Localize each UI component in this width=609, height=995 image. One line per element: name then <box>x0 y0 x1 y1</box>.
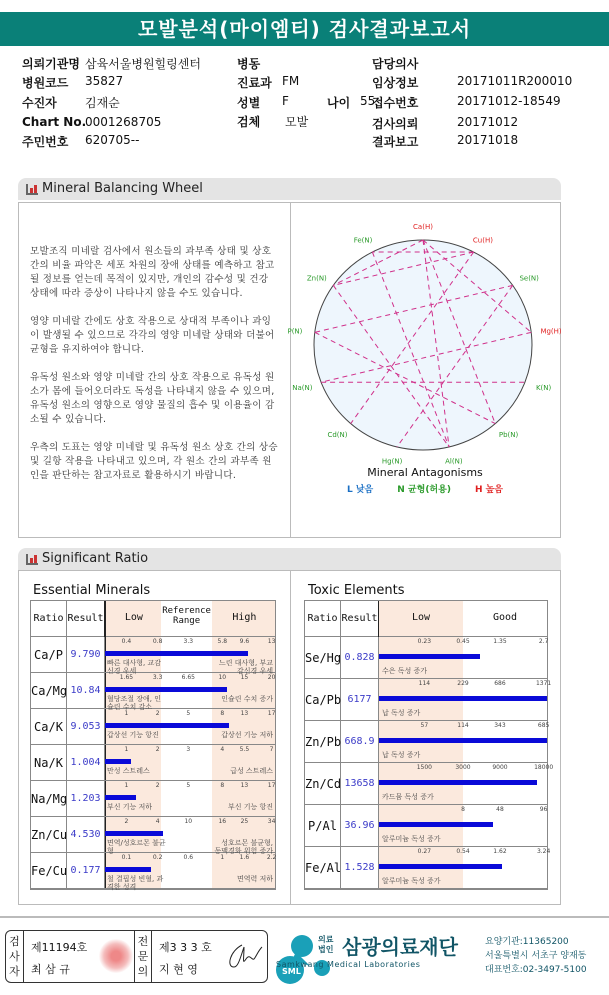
tick-label: 17 <box>267 710 276 717</box>
age-value: 55 <box>360 94 376 108</box>
info-label: 의뢰기관명 <box>22 57 80 71</box>
tick-label: 1500 <box>416 764 432 771</box>
low-note: 갑상선 기능 항진 <box>107 731 159 739</box>
ratio-name: Na/K <box>31 745 67 781</box>
tick-label: 1 <box>124 710 129 717</box>
facility-code: 요양기관:11365200 <box>485 937 569 947</box>
table-row <box>31 745 275 781</box>
legend-item: N 균형(허용) <box>397 485 451 495</box>
info-label: Chart No. <box>22 115 87 129</box>
tick-label: 2 <box>155 746 160 753</box>
header-range: High <box>232 612 257 623</box>
tick-label: 34 <box>267 818 276 825</box>
result-bar <box>379 654 480 659</box>
tick-label: 1.6 <box>239 854 250 861</box>
report-title: 모발분석(마이엠티) 검사결과보고서 <box>0 12 609 46</box>
tick-label: 5.8 <box>217 638 228 645</box>
info-value: 0001268705 <box>85 115 162 129</box>
high-note: 성호르몬 불균형, 동맥경화 위험 증가 <box>214 839 273 855</box>
header-result: Result <box>341 601 379 637</box>
tick-label: 2 <box>155 782 160 789</box>
org-english-name: Samkwang Medical Laboratories <box>276 960 421 969</box>
ratio-result: 1.004 <box>67 745 105 781</box>
result-bar <box>105 651 248 656</box>
paragraph: 유독성 원소와 영양 미네랄 간의 상호 작용으로 유독성 원소가 몸에 들어오더라도 독성을 나타내지 않을 수 있으며, 유독성 원소의 영향으로 영양 물질의 흡수 및 이용율이 감소될 수 있습니다. <box>30 372 275 425</box>
tester-name: 최 삼 규 <box>31 963 70 976</box>
tester-license: 제11194호 <box>31 941 88 954</box>
section-title: Significant Ratio <box>42 551 149 566</box>
tick-label: 1 <box>220 854 225 861</box>
tick-label: 8 <box>220 782 225 789</box>
tick-label: 2.7 <box>538 638 549 645</box>
tick-label: 1.35 <box>493 638 507 645</box>
element-label: Mg(H) <box>540 327 562 336</box>
info-label: 병동 <box>237 57 261 71</box>
high-note: 느린 대사형, 부교감신경 우세 <box>218 659 273 675</box>
toxic-elements-table <box>304 600 554 890</box>
tick-label: 96 <box>539 806 548 813</box>
info-label: 수진자 <box>22 96 57 110</box>
table-row <box>31 853 275 889</box>
table-row <box>305 721 550 763</box>
tick-label: 0.54 <box>456 848 470 855</box>
info-value: 20171012 <box>457 115 519 129</box>
toxic-title: Toxic Elements <box>308 583 405 598</box>
tick-label: 0.6 <box>183 854 194 861</box>
table-row <box>31 709 275 745</box>
ratio-name: Na/Mg <box>31 781 67 817</box>
info-value: 김재순 <box>85 96 120 110</box>
low-note: 면역/성호르몬 불균형 <box>107 839 166 855</box>
tick-label: 9000 <box>492 764 508 771</box>
result-bar <box>105 795 136 800</box>
ratio-name: Se/Hg <box>305 637 341 679</box>
essential-title: Essential Minerals <box>33 583 151 598</box>
ratio-result: 4.530 <box>67 817 105 853</box>
element-label: Se(N) <box>519 274 539 283</box>
tick-label: 13 <box>267 638 276 645</box>
element-label: Hg(N) <box>381 457 403 466</box>
info-value: 35827 <box>85 74 124 88</box>
tick-label: 2 <box>124 818 129 825</box>
doctor-license: 제3 3 3 호 <box>159 941 212 954</box>
ratio-result: 0.177 <box>67 853 105 889</box>
element-label: Cd(N) <box>327 431 348 440</box>
info-value: 삼육서울병원힐링센터 <box>85 57 201 71</box>
tick-label: 4 <box>220 746 225 753</box>
element-label: Pb(N) <box>498 431 519 440</box>
element-label: Ca(H) <box>413 223 433 231</box>
result-bar <box>105 867 151 872</box>
tick-label: 114 <box>457 722 469 729</box>
tick-label: 0.27 <box>417 848 432 855</box>
info-value: 620705-- <box>85 133 140 147</box>
tick-label: 18000 <box>534 764 554 771</box>
tick-label: 685 <box>537 722 550 729</box>
ratio-result: 36.96 <box>341 805 379 847</box>
table-row <box>31 817 275 853</box>
info-label: 주민번호 <box>22 135 69 149</box>
divider <box>290 571 291 904</box>
ratio-name: Ca/Mg <box>31 673 67 709</box>
header-range: Low <box>411 612 431 623</box>
signature-box <box>5 930 268 983</box>
tick-label: 3.3 <box>152 674 163 681</box>
high-note: 부신 기능 항진 <box>227 803 273 811</box>
tick-label: 16 <box>218 818 227 825</box>
tick-label: 1 <box>124 746 129 753</box>
note-text: 알루미늄 독성 증가 <box>382 877 441 885</box>
header-ratio: Ratio <box>305 601 341 637</box>
ratio-result: 0.828 <box>341 637 379 679</box>
ratio-result: 9.790 <box>67 637 105 673</box>
info-label: 결과보고 <box>372 135 419 149</box>
result-bar <box>379 738 547 743</box>
tick-label: 1.65 <box>119 674 134 681</box>
explanation-text <box>30 245 280 497</box>
tick-label: 3.3 <box>183 638 194 645</box>
tick-label: 2 <box>155 710 160 717</box>
tick-label: 4 <box>155 818 160 825</box>
result-bar <box>105 759 131 764</box>
footer-divider <box>0 916 609 918</box>
element-label: Na(N) <box>292 384 313 393</box>
ratio-result: 1.203 <box>67 781 105 817</box>
address: 서울특별시 서초구 양재동 <box>485 951 587 961</box>
table-row <box>31 637 275 673</box>
info-label: 검체 <box>237 115 261 129</box>
ratio-name: Ca/Pb <box>305 679 341 721</box>
ratio-result: 13658 <box>341 763 379 805</box>
tick-label: 0.23 <box>417 638 432 645</box>
tick-label: 20 <box>267 674 276 681</box>
tick-label: 3.24 <box>536 848 551 855</box>
element-label: P(N) <box>287 327 303 336</box>
tick-label: 8 <box>461 806 465 813</box>
signature <box>224 941 264 973</box>
divider <box>379 888 547 889</box>
table-row <box>305 679 552 721</box>
note-text: 수은 독성 증가 <box>382 667 428 675</box>
tick-label: 25 <box>240 818 249 825</box>
wheel-circle <box>314 240 532 450</box>
tick-label: 6.65 <box>181 674 195 681</box>
high-note: 급성 스트레스 <box>230 767 273 775</box>
wheel-section-header <box>18 178 561 200</box>
tick-label: 0.2 <box>152 854 163 861</box>
low-note: 부신 기능 저하 <box>107 803 153 811</box>
low-note: 만성 스트레스 <box>107 767 150 775</box>
tick-label: 1 <box>124 782 129 789</box>
tick-label: 0.8 <box>152 638 163 645</box>
chart-icon <box>26 184 38 195</box>
result-bar <box>105 687 227 692</box>
high-note: 면역력 저하 <box>236 875 273 883</box>
ratio-result: 6177 <box>341 679 379 721</box>
tick-label: 2.2 <box>266 854 277 861</box>
info-label: 성별 <box>237 96 261 110</box>
result-bar <box>105 723 229 728</box>
paragraph: 영양 미네랄 간에도 상호 작용으로 상대적 부족이나 과잉이 발생될 수 있으므로 각각의 영양 미네랄 상태와 더불어 균형을 유지하여야 합니다. <box>30 316 275 355</box>
info-value: FM <box>282 74 300 88</box>
info-label: 진료과 <box>237 76 272 90</box>
element-label: Zn(N) <box>306 274 327 283</box>
ratio-name: Zn/Pb <box>305 721 341 763</box>
tick-label: 0.45 <box>456 638 470 645</box>
info-label: 담당의사 <box>372 57 419 71</box>
note-text: 카드뮴 독성 증가 <box>382 793 434 801</box>
result-bar <box>105 831 163 836</box>
info-label: 병원코드 <box>22 76 69 90</box>
ratio-result: 9.053 <box>67 709 105 745</box>
mineral-wheel <box>287 205 562 505</box>
legend-item: H 높음 <box>474 485 503 495</box>
seal-stamp <box>99 939 133 973</box>
header-range: Good <box>492 612 518 623</box>
ratio-result: 1.528 <box>341 847 379 889</box>
ratio-name: Zn/Cd <box>305 763 341 805</box>
header-range: Reference Range <box>162 606 211 626</box>
tick-label: 9.6 <box>239 638 250 645</box>
ratio-result: 10.84 <box>67 673 105 709</box>
high-note: 갑상선 기능 저하 <box>221 731 273 739</box>
info-value: 20171011R200010 <box>457 74 573 88</box>
result-bar <box>379 864 502 869</box>
tick-label: 7 <box>269 746 274 753</box>
tick-label: 229 <box>457 680 469 687</box>
corp-type: 의료법인 <box>318 935 334 954</box>
tick-label: 114 <box>418 680 431 687</box>
tick-label: 3 <box>186 746 191 753</box>
tick-label: 5 <box>186 782 191 789</box>
doctor-name: 지 현 영 <box>159 963 198 976</box>
ratio-name: Zn/Cu <box>31 817 67 853</box>
wheel-chart-title: Mineral Antagonisms <box>367 466 483 479</box>
org-name: 삼광의료재단 <box>342 935 458 959</box>
low-note: 빠른 대사형, 교감신경 우세 <box>107 659 162 675</box>
table-row <box>305 847 551 889</box>
ratio-name: Fe/Al <box>305 847 341 889</box>
info-label: 접수번호 <box>372 96 419 110</box>
ratio-name: Ca/K <box>31 709 67 745</box>
tick-label: 0.4 <box>121 638 132 645</box>
ratio-section-header <box>18 548 561 570</box>
table-row <box>305 763 554 805</box>
note-text: 납 독성 증가 <box>382 709 421 717</box>
ratio-name: Ca/P <box>31 637 67 673</box>
ratio-name: P/Al <box>305 805 341 847</box>
tick-label: 13 <box>240 782 249 789</box>
wheel-legend <box>290 482 560 495</box>
info-value: 모발 <box>285 115 309 129</box>
info-label: 검사의뢰 <box>372 117 419 131</box>
info-value: 20171018 <box>457 133 519 147</box>
tick-label: 0.1 <box>121 854 132 861</box>
tick-label: 15 <box>240 674 249 681</box>
header-ratio: Ratio <box>31 601 67 637</box>
tick-label: 17 <box>267 782 276 789</box>
tick-label: 10 <box>218 674 227 681</box>
table-row <box>31 781 275 817</box>
low-note: 혈당조절 장애, 인슐린 수치 감소 <box>107 695 162 711</box>
phone: 대표번호:02-3497-5100 <box>485 965 587 975</box>
tick-label: 5.5 <box>239 746 250 753</box>
info-label: 임상정보 <box>372 76 419 90</box>
element-label: K(N) <box>535 384 552 393</box>
header-range: Low <box>124 612 143 623</box>
high-note: 인슐린 수치 증가 <box>221 695 273 703</box>
tick-label: 5 <box>186 710 191 717</box>
low-note: 철 결핍성 빈혈, 과격한 성격 <box>107 875 164 891</box>
info-value: F <box>282 94 289 108</box>
essential-minerals-table <box>30 600 276 890</box>
paragraph: 모발조직 미네랄 검사에서 원소들의 과부족 상태 및 상호간의 비율 파악은 세포 차원의 장애 상태를 예측하고 참고될 정보를 얻는데 목적이 있지만, 개인의 감수성 및 건강 상태에 따라 증상이 나타나지 않을 수도 있습니다. <box>30 246 275 299</box>
result-bar <box>379 696 547 701</box>
tick-label: 48 <box>496 806 504 813</box>
tick-label: 13 <box>240 710 249 717</box>
header-result: Result <box>67 601 105 637</box>
tick-label: 3000 <box>455 764 471 771</box>
result-bar <box>379 822 493 827</box>
tick-label: 1.62 <box>493 848 507 855</box>
info-value: 20171012-18549 <box>457 94 561 108</box>
tick-label: 686 <box>494 680 506 687</box>
tick-label: 57 <box>420 722 429 729</box>
logo-badge: SML <box>282 967 301 976</box>
element-label: Cu(H) <box>472 236 493 245</box>
legend-item: L 낮음 <box>347 485 374 495</box>
tick-label: 8 <box>220 710 225 717</box>
section-title: Mineral Balancing Wheel <box>42 181 203 196</box>
tick-label: 343 <box>494 722 506 729</box>
ratio-result: 668.9 <box>341 721 379 763</box>
paragraph: 우측의 도표는 영양 미네랄 및 유독성 원소 상호 간의 상승 및 길항 작용을 나타내고 있으며, 각 원소 간의 과부족 원인을 판단하는 참고자료로 활용하시기 바랍니다. <box>30 442 278 481</box>
note-text: 납 독성 증가 <box>382 751 421 759</box>
note-text: 알루미늄 독성 증가 <box>382 835 441 843</box>
tick-label: 10 <box>184 818 193 825</box>
ratio-name: Fe/Cu <box>31 853 67 889</box>
element-label: Fe(N) <box>353 236 373 245</box>
chart-icon <box>26 554 38 565</box>
age-label: 나이 <box>327 96 351 110</box>
table-row <box>305 805 547 847</box>
tick-label: 1371 <box>535 680 552 687</box>
tester-label: 검사자 <box>6 931 24 982</box>
table-row <box>31 673 275 709</box>
result-bar <box>379 780 537 785</box>
element-label: Al(N) <box>445 457 463 466</box>
table-row <box>305 637 547 679</box>
doctor-label: 전문의 <box>134 931 152 982</box>
